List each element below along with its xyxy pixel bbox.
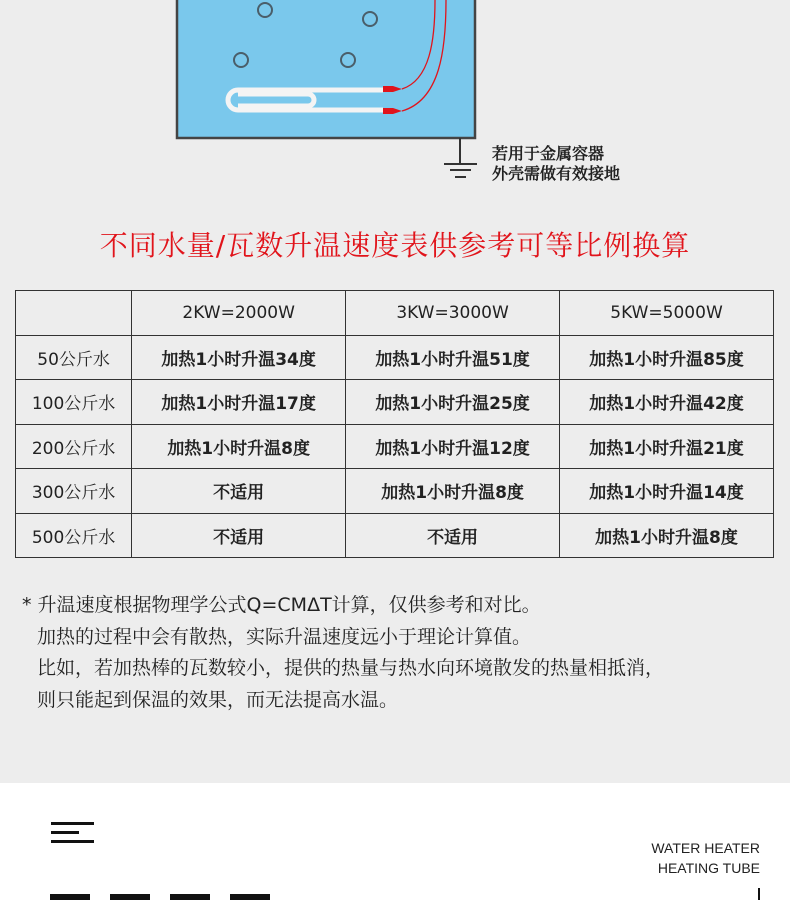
table-header-row: 2KW=2000W 3KW=3000W 5KW=5000W — [16, 291, 774, 336]
table-row: 500公斤水 不适用 不适用 加热1小时升温8度 — [16, 513, 774, 558]
notes: * 升温速度根据物理学公式Q=CMΔT计算，仅供参考和对比。 加热的过程中会有散热，实际升温速度远小于理论计算值。 比如，若加热棒的瓦数较小，提供的热量与热水向环境散发的热量相抵消， 则只能起到保温的效果，而无法提高水温。 — [22, 594, 665, 711]
table-row: 300公斤水 不适用 加热1小时升温8度 加热1小时升温14度 — [16, 469, 774, 514]
heating-rate-table — [15, 290, 774, 558]
water-tank — [177, 0, 475, 138]
cropped-heading — [50, 894, 280, 900]
brand-caption: WATER HEATER HEATING TUBE — [651, 840, 760, 876]
table-row: 100公斤水 加热1小时升温17度 加热1小时升温25度 加热1小时升温42度 — [16, 380, 774, 425]
heater-diagram — [0, 0, 790, 190]
table-row: 200公斤水 加热1小时升温8度 加热1小时升温12度 加热1小时升温21度 — [16, 424, 774, 469]
table-row: 50公斤水 加热1小时升温34度 加热1小时升温51度 加热1小时升温85度 — [16, 335, 774, 380]
ground-icon — [444, 138, 477, 177]
headline: 不同水量/瓦数升温速度表供参考可等比例换算 — [99, 229, 691, 262]
divider — [758, 888, 760, 900]
ground-note: 若用于金属容器 外壳需做有效接地 — [492, 144, 621, 183]
menu-icon — [51, 822, 94, 849]
